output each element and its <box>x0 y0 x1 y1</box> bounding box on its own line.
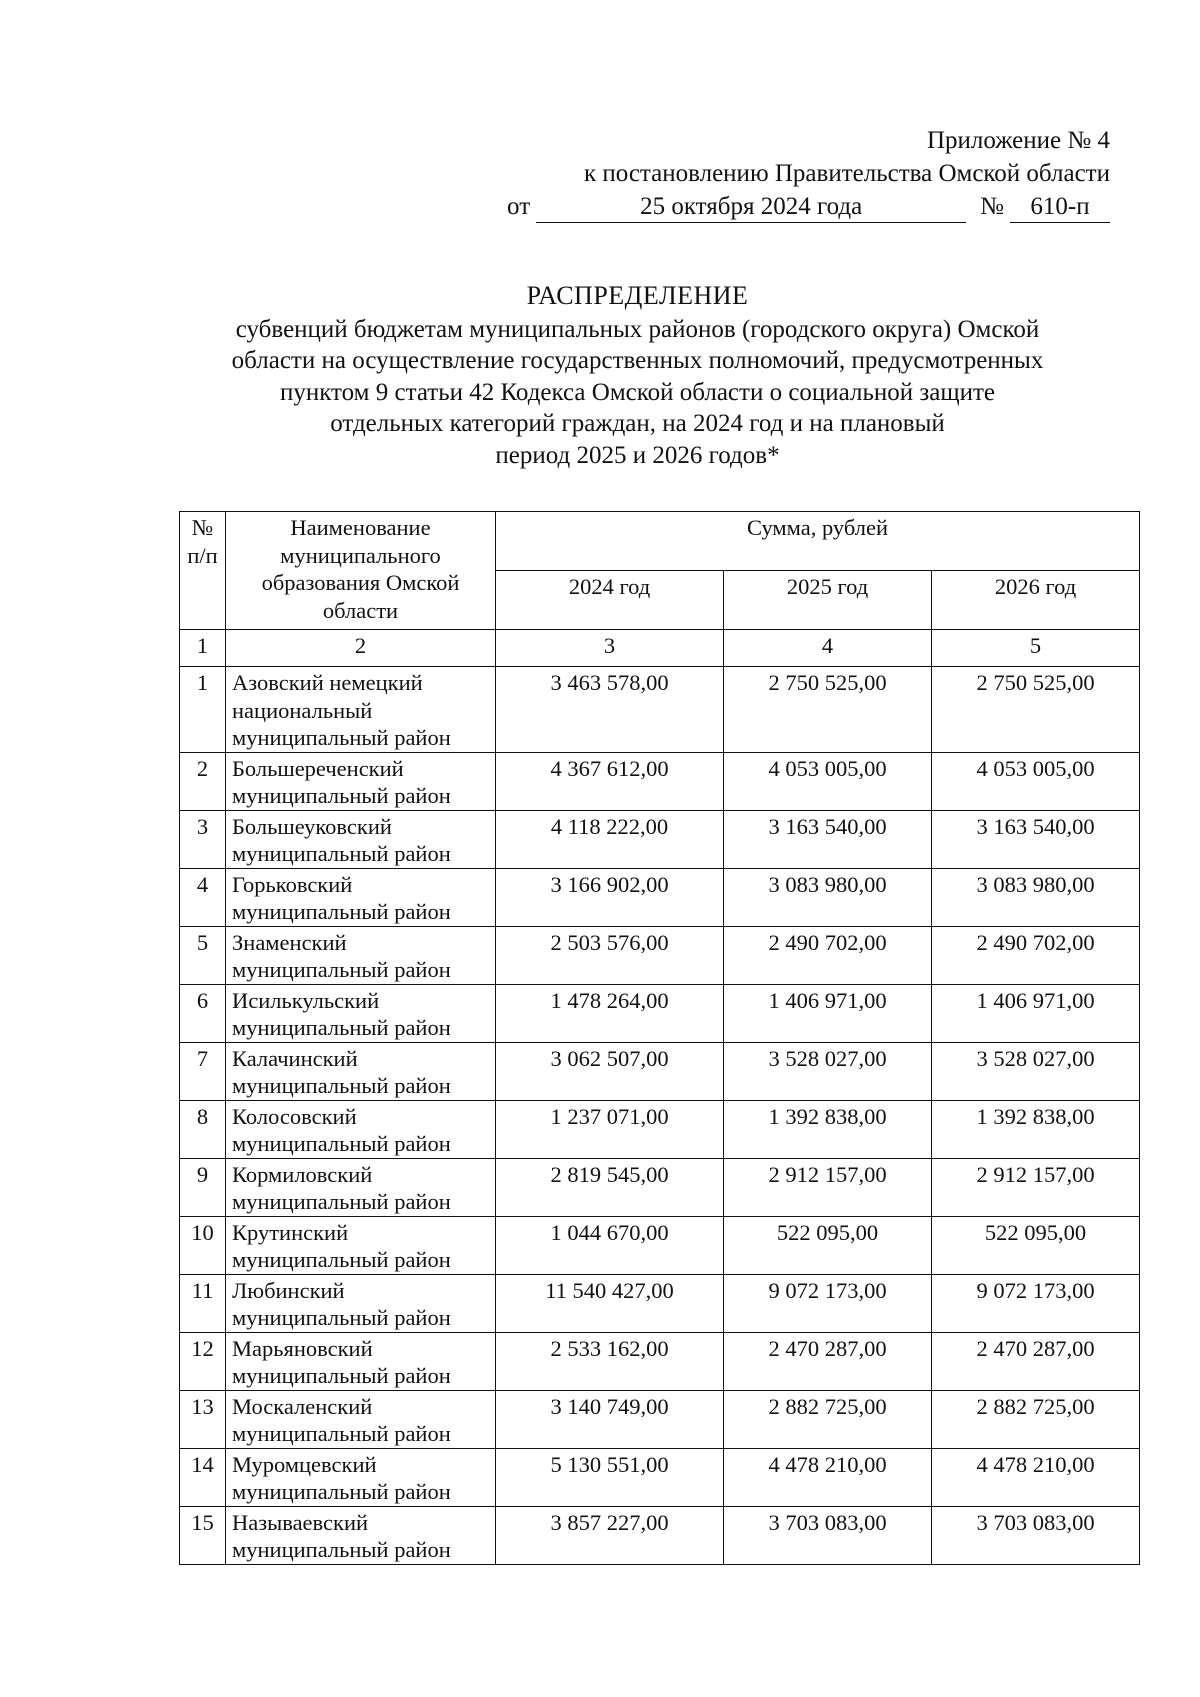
column-index-row <box>180 630 1140 667</box>
row-number: 9 <box>180 1158 226 1216</box>
municipality-name: Любинский муниципальный район <box>226 1274 496 1332</box>
table-row <box>180 868 1140 926</box>
distribution-table <box>179 511 1140 1565</box>
amount-2025: 4 478 210,00 <box>724 1448 932 1506</box>
title-line: области на осуществление государственных полномочий, предусмотренных <box>231 347 1044 374</box>
amount-2024: 1 237 071,00 <box>496 1100 724 1158</box>
resolution-number: 610-п <box>1010 192 1110 223</box>
header-number: № п/п <box>180 512 226 630</box>
row-number: 5 <box>180 926 226 984</box>
row-number: 14 <box>180 1448 226 1506</box>
number-label: № <box>980 193 1004 220</box>
amount-2026: 522 095,00 <box>932 1216 1140 1274</box>
row-number: 6 <box>180 984 226 1042</box>
header-sum: Сумма, рублей <box>496 512 1140 571</box>
table-row <box>180 1274 1140 1332</box>
municipality-name: Знаменский муниципальный район <box>226 926 496 984</box>
amount-2024: 3 166 902,00 <box>496 868 724 926</box>
row-number: 1 <box>180 667 226 753</box>
municipality-name: Горьковский муниципальный район <box>226 868 496 926</box>
municipality-name: Азовский немецкий национальный муниципальный район <box>226 667 496 753</box>
amount-2026: 1 406 971,00 <box>932 984 1140 1042</box>
amount-2025: 2 750 525,00 <box>724 667 932 753</box>
row-number: 2 <box>180 752 226 810</box>
table-row <box>180 667 1140 753</box>
municipality-name: Крутинский муниципальный район <box>226 1216 496 1274</box>
amount-2025: 9 072 173,00 <box>724 1274 932 1332</box>
municipality-name: Большереченский муниципальный район <box>226 752 496 810</box>
amount-2025: 2 490 702,00 <box>724 926 932 984</box>
amount-2026: 4 478 210,00 <box>932 1448 1140 1506</box>
amount-2025: 2 912 157,00 <box>724 1158 932 1216</box>
column-index: 2 <box>226 630 496 667</box>
amount-2025: 1 406 971,00 <box>724 984 932 1042</box>
table-row <box>180 1332 1140 1390</box>
appendix-line-2: к постановлению Правительства Омской области <box>583 160 1110 187</box>
appendix-line-1: Приложение № 4 <box>926 127 1110 154</box>
amount-2025: 522 095,00 <box>724 1216 932 1274</box>
amount-2026: 3 163 540,00 <box>932 810 1140 868</box>
municipality-name: Колосовский муниципальный район <box>226 1100 496 1158</box>
header-year-2025: 2025 год <box>724 571 932 630</box>
column-index: 4 <box>724 630 932 667</box>
amount-2025: 3 163 540,00 <box>724 810 932 868</box>
appendix-line-3 <box>410 190 1110 223</box>
row-number: 10 <box>180 1216 226 1274</box>
amount-2024: 2 533 162,00 <box>496 1332 724 1390</box>
title-line: субвенций бюджетам муниципальных районов (городского округа) Омской <box>235 315 1040 343</box>
row-number: 4 <box>180 868 226 926</box>
row-number: 15 <box>180 1506 226 1564</box>
document-title <box>170 280 1105 471</box>
table-row <box>180 1506 1140 1564</box>
table-row <box>180 1448 1140 1506</box>
amount-2024: 4 367 612,00 <box>496 752 724 810</box>
appendix-header <box>410 124 1110 223</box>
amount-2024: 1 044 670,00 <box>496 1216 724 1274</box>
row-number: 3 <box>180 810 226 868</box>
amount-2025: 4 053 005,00 <box>724 752 932 810</box>
municipality-name: Большеуковский муниципальный район <box>226 810 496 868</box>
table-row <box>180 810 1140 868</box>
amount-2026: 3 528 027,00 <box>932 1042 1140 1100</box>
amount-2024: 4 118 222,00 <box>496 810 724 868</box>
table-row <box>180 1216 1140 1274</box>
amount-2025: 2 470 287,00 <box>724 1332 932 1390</box>
amount-2026: 3 083 980,00 <box>932 868 1140 926</box>
amount-2026: 9 072 173,00 <box>932 1274 1140 1332</box>
amount-2024: 2 819 545,00 <box>496 1158 724 1216</box>
municipality-name: Москаленский муниципальный район <box>226 1390 496 1448</box>
row-number: 12 <box>180 1332 226 1390</box>
amount-2026: 2 490 702,00 <box>932 926 1140 984</box>
municipality-name: Калачинский муниципальный район <box>226 1042 496 1100</box>
amount-2026: 2 470 287,00 <box>932 1332 1140 1390</box>
amount-2025: 3 528 027,00 <box>724 1042 932 1100</box>
table-row <box>180 1100 1140 1158</box>
municipality-name: Называевский муниципальный район <box>226 1506 496 1564</box>
table-row <box>180 926 1140 984</box>
amount-2024: 3 062 507,00 <box>496 1042 724 1100</box>
from-label: от <box>507 193 531 220</box>
amount-2024: 3 140 749,00 <box>496 1390 724 1448</box>
table-row <box>180 1158 1140 1216</box>
title-line: пунктом 9 статьи 42 Кодекса Омской области о социальной защите <box>279 378 995 406</box>
municipality-name: Исилькульский муниципальный район <box>226 984 496 1042</box>
row-number: 7 <box>180 1042 226 1100</box>
amount-2026: 2 882 725,00 <box>932 1390 1140 1448</box>
amount-2025: 3 703 083,00 <box>724 1506 932 1564</box>
amount-2025: 3 083 980,00 <box>724 868 932 926</box>
table-row <box>180 1390 1140 1448</box>
amount-2025: 2 882 725,00 <box>724 1390 932 1448</box>
amount-2024: 5 130 551,00 <box>496 1448 724 1506</box>
amount-2026: 4 053 005,00 <box>932 752 1140 810</box>
column-index: 1 <box>180 630 226 667</box>
amount-2026: 1 392 838,00 <box>932 1100 1140 1158</box>
table-row <box>180 752 1140 810</box>
amount-2024: 2 503 576,00 <box>496 926 724 984</box>
table-row <box>180 984 1140 1042</box>
column-index: 5 <box>932 630 1140 667</box>
row-number: 11 <box>180 1274 226 1332</box>
table-row <box>180 1042 1140 1100</box>
row-number: 13 <box>180 1390 226 1448</box>
amount-2024: 3 857 227,00 <box>496 1506 724 1564</box>
title-heading: РАСПРЕДЕЛЕНИЕ <box>526 281 749 310</box>
municipality-name: Марьяновский муниципальный район <box>226 1332 496 1390</box>
amount-2024: 1 478 264,00 <box>496 984 724 1042</box>
amount-2026: 2 912 157,00 <box>932 1158 1140 1216</box>
header-name: Наименование муниципального образования Омской области <box>226 512 496 630</box>
amount-2026: 3 703 083,00 <box>932 1506 1140 1564</box>
title-line: отдельных категорий граждан, на 2024 год и на плановый <box>330 410 945 437</box>
column-index: 3 <box>496 630 724 667</box>
resolution-date: 25 октября 2024 года <box>536 192 966 223</box>
row-number: 8 <box>180 1100 226 1158</box>
amount-2024: 3 463 578,00 <box>496 667 724 753</box>
municipality-name: Муромцевский муниципальный район <box>226 1448 496 1506</box>
amount-2024: 11 540 427,00 <box>496 1274 724 1332</box>
municipality-name: Кормиловский муниципальный район <box>226 1158 496 1216</box>
amount-2026: 2 750 525,00 <box>932 667 1140 753</box>
amount-2025: 1 392 838,00 <box>724 1100 932 1158</box>
header-year-2026: 2026 год <box>932 571 1140 630</box>
header-year-2024: 2024 год <box>496 571 724 630</box>
title-line: период 2025 и 2026 годов* <box>495 441 780 469</box>
